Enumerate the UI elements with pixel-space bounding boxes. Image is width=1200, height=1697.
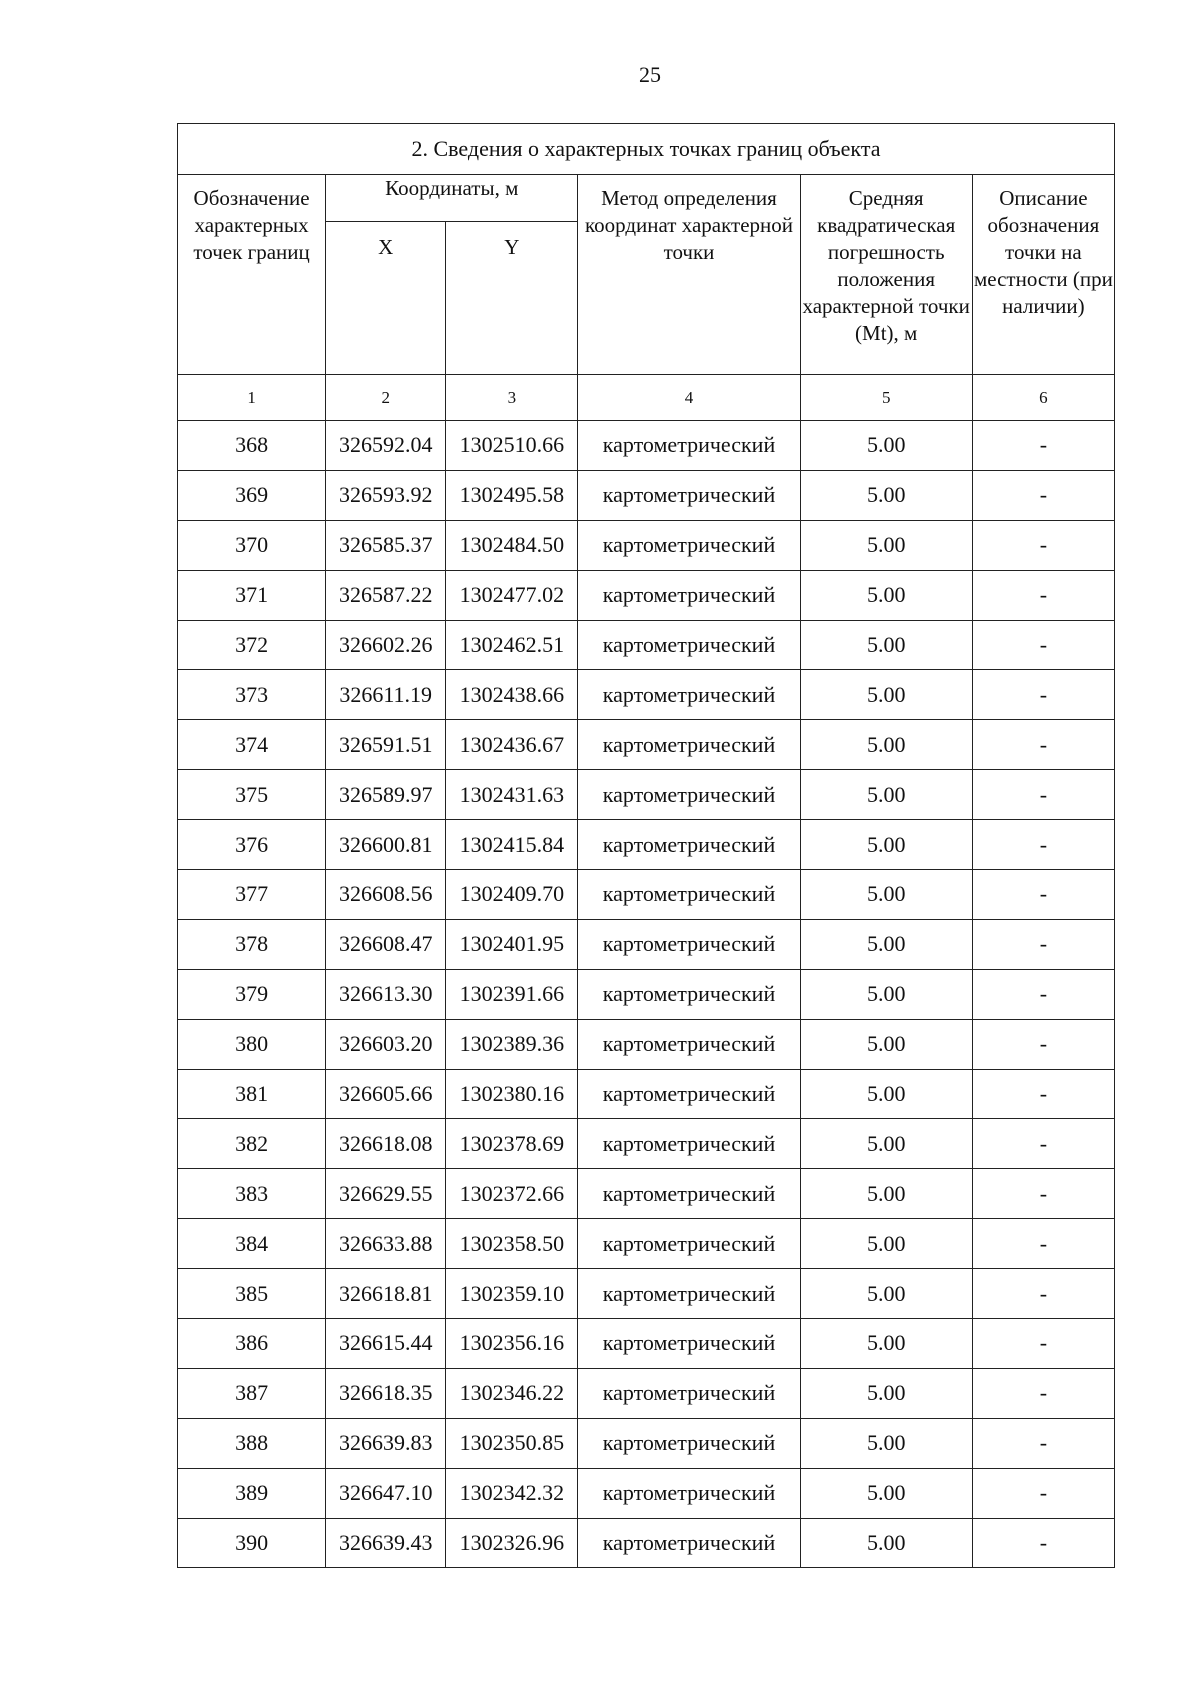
- x-coordinate-cell: 326618.35: [326, 1368, 446, 1418]
- y-coordinate-cell: 1302350.85: [446, 1418, 578, 1468]
- point-number-cell: 386: [178, 1319, 326, 1369]
- description-cell: -: [972, 1219, 1114, 1269]
- header-x: X: [326, 222, 446, 375]
- column-number: 2: [326, 375, 446, 421]
- method-cell: картометрический: [578, 1019, 800, 1069]
- point-number-cell: 388: [178, 1418, 326, 1468]
- y-coordinate-cell: 1302356.16: [446, 1319, 578, 1369]
- method-cell: картометрический: [578, 1269, 800, 1319]
- column-number: 4: [578, 375, 800, 421]
- table-row: [178, 670, 1115, 720]
- mt-error-cell: 5.00: [800, 969, 972, 1019]
- table-row: [178, 421, 1115, 471]
- table-row: [178, 1019, 1115, 1069]
- y-coordinate-cell: 1302484.50: [446, 520, 578, 570]
- point-number-cell: 385: [178, 1269, 326, 1319]
- point-number-cell: 374: [178, 720, 326, 770]
- section-title: 2. Сведения о характерных точках границ объекта: [178, 124, 1115, 175]
- point-number-cell: 373: [178, 670, 326, 720]
- y-coordinate-cell: 1302346.22: [446, 1368, 578, 1418]
- mt-error-cell: 5.00: [800, 570, 972, 620]
- y-coordinate-cell: 1302326.96: [446, 1518, 578, 1568]
- method-cell: картометрический: [578, 470, 800, 520]
- method-cell: картометрический: [578, 1368, 800, 1418]
- point-number-cell: 382: [178, 1119, 326, 1169]
- boundary-points-table: [177, 123, 1115, 1568]
- description-cell: -: [972, 1418, 1114, 1468]
- table-row: [178, 470, 1115, 520]
- method-cell: картометрический: [578, 620, 800, 670]
- description-cell: -: [972, 470, 1114, 520]
- description-cell: -: [972, 969, 1114, 1019]
- header-method: Метод определения координат характерной точки: [578, 175, 800, 375]
- x-coordinate-cell: 326611.19: [326, 670, 446, 720]
- y-coordinate-cell: 1302358.50: [446, 1219, 578, 1269]
- y-coordinate-cell: 1302372.66: [446, 1169, 578, 1219]
- x-coordinate-cell: 326592.04: [326, 421, 446, 471]
- x-coordinate-cell: 326618.81: [326, 1269, 446, 1319]
- method-cell: картометрический: [578, 720, 800, 770]
- x-coordinate-cell: 326585.37: [326, 520, 446, 570]
- point-number-cell: 370: [178, 520, 326, 570]
- method-cell: картометрический: [578, 520, 800, 570]
- mt-error-cell: 5.00: [800, 720, 972, 770]
- method-cell: картометрический: [578, 770, 800, 820]
- point-number-cell: 377: [178, 870, 326, 920]
- table-row: [178, 770, 1115, 820]
- description-cell: -: [972, 1368, 1114, 1418]
- y-coordinate-cell: 1302391.66: [446, 969, 578, 1019]
- x-coordinate-cell: 326629.55: [326, 1169, 446, 1219]
- table-row: [178, 1219, 1115, 1269]
- mt-error-cell: 5.00: [800, 770, 972, 820]
- x-coordinate-cell: 326639.83: [326, 1418, 446, 1468]
- y-coordinate-cell: 1302477.02: [446, 570, 578, 620]
- y-coordinate-cell: 1302495.58: [446, 470, 578, 520]
- description-cell: -: [972, 1119, 1114, 1169]
- table-row: [178, 919, 1115, 969]
- point-number-cell: 372: [178, 620, 326, 670]
- y-coordinate-cell: 1302415.84: [446, 820, 578, 870]
- point-number-cell: 384: [178, 1219, 326, 1269]
- method-cell: картометрический: [578, 820, 800, 870]
- column-number: 6: [972, 375, 1114, 421]
- y-coordinate-cell: 1302378.69: [446, 1119, 578, 1169]
- table-row: [178, 720, 1115, 770]
- y-coordinate-cell: 1302342.32: [446, 1468, 578, 1518]
- x-coordinate-cell: 326605.66: [326, 1069, 446, 1119]
- mt-error-cell: 5.00: [800, 421, 972, 471]
- x-coordinate-cell: 326613.30: [326, 969, 446, 1019]
- x-coordinate-cell: 326591.51: [326, 720, 446, 770]
- x-coordinate-cell: 326603.20: [326, 1019, 446, 1069]
- point-number-cell: 375: [178, 770, 326, 820]
- point-number-cell: 369: [178, 470, 326, 520]
- mt-error-cell: 5.00: [800, 1518, 972, 1568]
- y-coordinate-cell: 1302380.16: [446, 1069, 578, 1119]
- y-coordinate-cell: 1302431.63: [446, 770, 578, 820]
- mt-error-cell: 5.00: [800, 1169, 972, 1219]
- x-coordinate-cell: 326639.43: [326, 1518, 446, 1568]
- description-cell: -: [972, 919, 1114, 969]
- y-coordinate-cell: 1302409.70: [446, 870, 578, 920]
- table-row: [178, 1518, 1115, 1568]
- mt-error-cell: 5.00: [800, 1368, 972, 1418]
- table-row: [178, 820, 1115, 870]
- description-cell: -: [972, 520, 1114, 570]
- y-coordinate-cell: 1302462.51: [446, 620, 578, 670]
- table-row: [178, 1269, 1115, 1319]
- point-number-cell: 390: [178, 1518, 326, 1568]
- description-cell: -: [972, 1169, 1114, 1219]
- method-cell: картометрический: [578, 1418, 800, 1468]
- point-number-cell: 371: [178, 570, 326, 620]
- mt-error-cell: 5.00: [800, 1019, 972, 1069]
- method-cell: картометрический: [578, 1069, 800, 1119]
- table-row: [178, 1468, 1115, 1518]
- method-cell: картометрический: [578, 1518, 800, 1568]
- method-cell: картометрический: [578, 1119, 800, 1169]
- description-cell: -: [972, 1269, 1114, 1319]
- y-coordinate-cell: 1302436.67: [446, 720, 578, 770]
- point-number-cell: 387: [178, 1368, 326, 1418]
- point-number-cell: 380: [178, 1019, 326, 1069]
- point-number-cell: 379: [178, 969, 326, 1019]
- point-number-cell: 378: [178, 919, 326, 969]
- method-cell: картометрический: [578, 870, 800, 920]
- header-row: [178, 175, 1115, 222]
- header-error: Средняя квадратическая погрешность положения характерной точки (Mt), м: [800, 175, 972, 375]
- table-row: [178, 1418, 1115, 1468]
- y-coordinate-cell: 1302510.66: [446, 421, 578, 471]
- method-cell: картометрический: [578, 570, 800, 620]
- description-cell: -: [972, 820, 1114, 870]
- x-coordinate-cell: 326608.56: [326, 870, 446, 920]
- mt-error-cell: 5.00: [800, 870, 972, 920]
- x-coordinate-cell: 326633.88: [326, 1219, 446, 1269]
- description-cell: -: [972, 670, 1114, 720]
- column-number: 1: [178, 375, 326, 421]
- description-cell: -: [972, 620, 1114, 670]
- point-number-cell: 368: [178, 421, 326, 471]
- x-coordinate-cell: 326587.22: [326, 570, 446, 620]
- y-coordinate-cell: 1302438.66: [446, 670, 578, 720]
- mt-error-cell: 5.00: [800, 1119, 972, 1169]
- method-cell: картометрический: [578, 1219, 800, 1269]
- point-number-cell: 389: [178, 1468, 326, 1518]
- y-coordinate-cell: 1302401.95: [446, 919, 578, 969]
- x-coordinate-cell: 326593.92: [326, 470, 446, 520]
- mt-error-cell: 5.00: [800, 520, 972, 570]
- section-title-row: [178, 124, 1115, 175]
- header-y: Y: [446, 222, 578, 375]
- x-coordinate-cell: 326618.08: [326, 1119, 446, 1169]
- point-number-cell: 376: [178, 820, 326, 870]
- mt-error-cell: 5.00: [800, 670, 972, 720]
- method-cell: картометрический: [578, 969, 800, 1019]
- table-row: [178, 1169, 1115, 1219]
- description-cell: -: [972, 770, 1114, 820]
- table-row: [178, 570, 1115, 620]
- table-row: [178, 1119, 1115, 1169]
- mt-error-cell: 5.00: [800, 1219, 972, 1269]
- mt-error-cell: 5.00: [800, 620, 972, 670]
- method-cell: картометрический: [578, 1169, 800, 1219]
- method-cell: картометрический: [578, 919, 800, 969]
- page-number: 25: [639, 62, 661, 87]
- method-cell: картометрический: [578, 1319, 800, 1369]
- description-cell: -: [972, 1518, 1114, 1568]
- table-row: [178, 969, 1115, 1019]
- mt-error-cell: 5.00: [800, 470, 972, 520]
- mt-error-cell: 5.00: [800, 1269, 972, 1319]
- x-coordinate-cell: 326589.97: [326, 770, 446, 820]
- method-cell: картометрический: [578, 421, 800, 471]
- mt-error-cell: 5.00: [800, 1468, 972, 1518]
- x-coordinate-cell: 326600.81: [326, 820, 446, 870]
- table-row: [178, 1069, 1115, 1119]
- x-coordinate-cell: 326615.44: [326, 1319, 446, 1369]
- method-cell: картометрический: [578, 670, 800, 720]
- column-number: 5: [800, 375, 972, 421]
- description-cell: -: [972, 1019, 1114, 1069]
- mt-error-cell: 5.00: [800, 919, 972, 969]
- x-coordinate-cell: 326602.26: [326, 620, 446, 670]
- mt-error-cell: 5.00: [800, 1069, 972, 1119]
- description-cell: -: [972, 1069, 1114, 1119]
- x-coordinate-cell: 326647.10: [326, 1468, 446, 1518]
- description-cell: -: [972, 870, 1114, 920]
- description-cell: -: [972, 421, 1114, 471]
- description-cell: -: [972, 1319, 1114, 1369]
- header-coordinates: Координаты, м: [326, 175, 578, 222]
- point-number-cell: 383: [178, 1169, 326, 1219]
- y-coordinate-cell: 1302359.10: [446, 1269, 578, 1319]
- mt-error-cell: 5.00: [800, 1418, 972, 1468]
- mt-error-cell: 5.00: [800, 820, 972, 870]
- method-cell: картометрический: [578, 1468, 800, 1518]
- column-number: 3: [446, 375, 578, 421]
- point-number-cell: 381: [178, 1069, 326, 1119]
- table-row: [178, 620, 1115, 670]
- table-row: [178, 1368, 1115, 1418]
- mt-error-cell: 5.00: [800, 1319, 972, 1369]
- header-description: Описание обозначения точки на местности (при наличии): [972, 175, 1114, 375]
- table-row: [178, 520, 1115, 570]
- description-cell: -: [972, 720, 1114, 770]
- description-cell: -: [972, 570, 1114, 620]
- table-row: [178, 1319, 1115, 1369]
- column-numbers-row: [178, 375, 1115, 421]
- table-row: [178, 870, 1115, 920]
- y-coordinate-cell: 1302389.36: [446, 1019, 578, 1069]
- header-designation: Обозначение характерных точек границ: [178, 175, 326, 375]
- description-cell: -: [972, 1468, 1114, 1518]
- x-coordinate-cell: 326608.47: [326, 919, 446, 969]
